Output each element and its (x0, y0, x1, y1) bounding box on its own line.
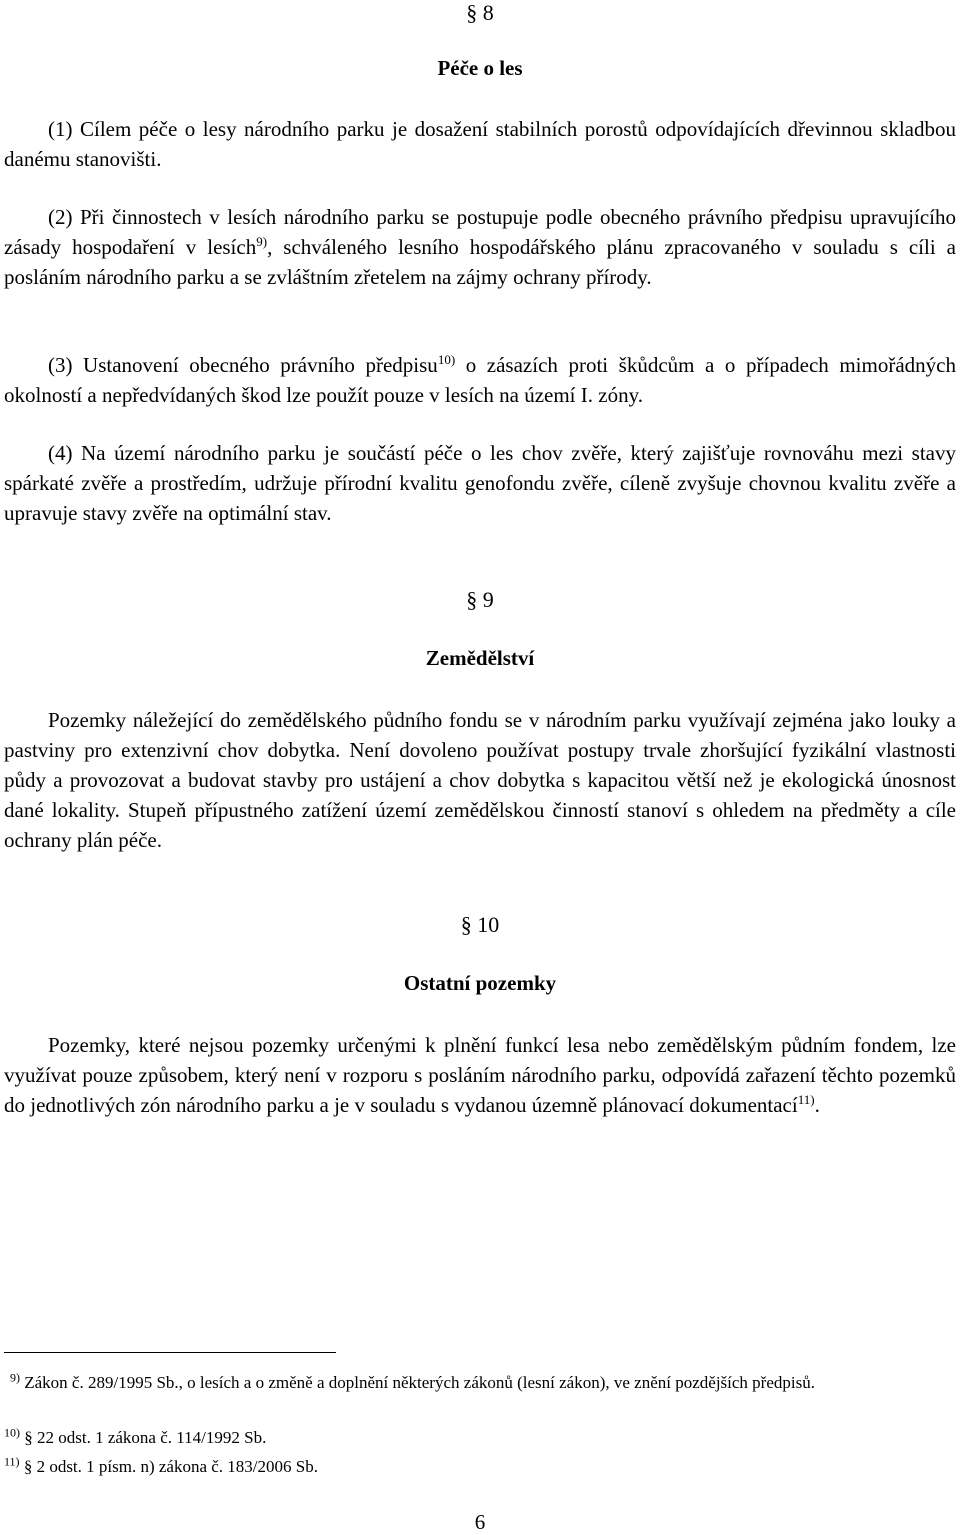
section-10-paragraph-1: Pozemky, které nejsou pozemky určenými k plnění funkcí lesa nebo zemědělským půdním fondem, lze využívat pouze způsobem, který není v rozporu s posláním národního parku, odpovídá zařazení těchto pozemků do jednotlivých zón národního parku a je v souladu s vydanou územně plánovací dokumentací$^{11)}$. (4, 1033, 956, 1117)
section-8-title: Péče o les (437, 56, 523, 80)
section-8-paragraph-2: (2) Při činnostech v lesích národního parku se postupuje podle obecného právního předpisu upravujícího zásady hospodaření v lesích$^{9)}$, schváleného lesního hospodářského plánu zpracovaného v souladu s cíli a posláním národního parku a se zvláštním zřetelem na zájmy ochrany přírody. (4, 205, 956, 289)
section-10-heading: § 10 (460, 912, 500, 937)
footnote-11: $^{11)}$ § 2 odst. 1 písm. n) zákona č. 183/2006 Sb. (4, 1454, 318, 1476)
section-9-title: Zemědělství (425, 646, 535, 670)
footnote-9: $^{9)}$ Zákon č. 289/1995 Sb., o lesích a o změně a doplnění některých zákonů (lesní zákon), ve znění pozdějších předpisů. (10, 1370, 815, 1392)
section-9-paragraph-1: Pozemky náležející do zemědělského půdního fondu se v národním parku využívají zejména jako louky a pastviny pro extenzivní chov dobytka. Není dovoleno používat postupy trvale zhoršující fyzikální vlastnosti půdy a provozovat a budovat stavby pro ustájení a chov dobytka s kapacitou větší než je ekologická únosnost dané lokality. Stupeň přípustného zatížení území zemědělskou činností stanoví s ohledem na předměty a cíle ochrany plán péče. (4, 708, 956, 852)
section-10-title: Ostatní pozemky (403, 971, 557, 995)
footnote-ref-11: 11) (797, 1092, 815, 1107)
section-8-paragraph-1: (1) Cílem péče o lesy národního parku je dosažení stabilních porostů odpovídajících dřevinnou skladbou danému stanovišti. (4, 117, 956, 171)
page-number: 6 (474, 1510, 486, 1534)
section-8-paragraph-3: (3) Ustanovení obecného právního předpisu$^{10)}$ o zásazích proti škůdcům a o případech mimořádných okolností a nepředvídaných škod lze použít pouze v lesích na území I. zóny. (4, 352, 956, 407)
footnote-separator (4, 1352, 336, 1353)
footnote-ref-10: 10) (437, 352, 456, 367)
footnote-ref-9: 9) (256, 234, 268, 249)
footnote-10: $^{10)}$ § 22 odst. 1 zákona č. 114/1992 Sb. (4, 1425, 267, 1447)
section-9-heading: § 9 (466, 587, 494, 612)
section-8-heading: § 8 (466, 0, 494, 25)
section-8-paragraph-4: (4) Na území národního parku je součástí péče o les chov zvěře, který zajišťuje rovnováhu mezi stavy spárkaté zvěře a prostředím, udržuje přírodní kvalitu genofondu zvěře, cíleně zvyšuje chovnou kvalitu zvěře a upravuje stavy zvěře na optimální stav. (4, 441, 956, 525)
